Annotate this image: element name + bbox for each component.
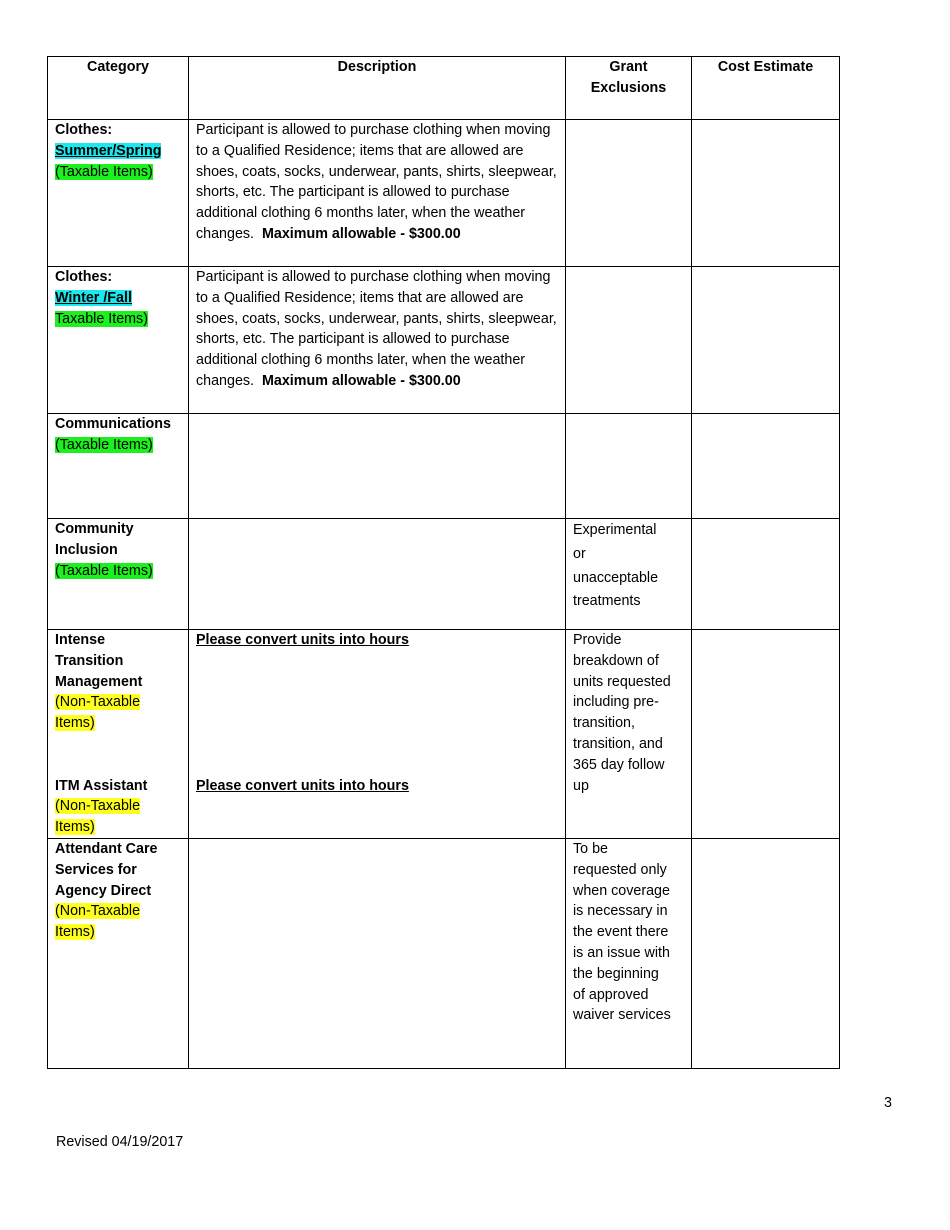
cost-estimate-cell	[692, 267, 840, 414]
description-cell	[189, 839, 566, 1069]
category-title-line3: Management	[55, 673, 143, 690]
grant-line: waiver services	[573, 1007, 671, 1024]
category-season: Winter /Fall	[55, 289, 132, 306]
sub-tax-status-label-line1: (Non-Taxable	[55, 798, 141, 815]
grant-line: including pre-	[573, 694, 659, 711]
category-title: Clothes:	[55, 269, 113, 285]
grant-line: treatments	[573, 593, 641, 610]
grant-line: transition, and	[573, 735, 663, 752]
tax-status-label-line1: (Non-Taxable	[55, 694, 141, 711]
table-row	[48, 630, 840, 839]
grant-line: when coverage	[573, 882, 670, 899]
tax-status-label-line1: (Non-Taxable	[55, 903, 141, 920]
convert-units-note: Please convert units into hours	[196, 632, 409, 648]
revision-footer: Revised 04/19/2017	[56, 1134, 184, 1150]
table-row	[48, 120, 840, 267]
grant-line: is necessary in	[573, 903, 668, 920]
cost-estimate-cell	[692, 630, 840, 839]
description-text: Participant is allowed to purchase clothing when moving to a Qualified Residence; items that are allowed are shoes, coats, socks, underwear, pants, shirts, sleepwear, shorts, etc. The participant is allowed to purchase additional clothing 6 months later, when the weather changes.	[196, 122, 557, 242]
category-title-line2: Transition	[55, 652, 124, 669]
tax-status-label: Taxable Items)	[55, 310, 148, 327]
category-title-line2: Inclusion	[55, 541, 118, 558]
description-text: Participant is allowed to purchase clothing when moving to a Qualified Residence; items that are allowed are shoes, coats, socks, underwear, pants, shirts, sleepwear, shorts, etc. The participant is allowed to purchase additional clothing 6 months later, when the weather changes.	[196, 269, 557, 389]
grant-exclusions-cell	[566, 414, 692, 519]
category-cell	[48, 839, 189, 1069]
header-grant-line1: Grant	[609, 59, 648, 75]
description-cell	[189, 630, 566, 839]
header-cost-estimate: Cost Estimate	[692, 57, 840, 120]
grant-line: the event there	[573, 924, 669, 941]
category-subtitle: ITM Assistant	[55, 777, 148, 794]
description-maximum: Maximum allowable - $300.00	[261, 225, 461, 242]
header-category: Category	[48, 57, 189, 120]
table-row	[48, 519, 840, 630]
tax-status-label: (Taxable Items)	[55, 436, 153, 453]
grant-exclusions-cell	[566, 120, 692, 267]
grant-line: of approved	[573, 986, 649, 1003]
page-number: 3	[884, 1095, 892, 1111]
grant-line: the beginning	[573, 965, 659, 982]
cost-estimate-cell	[692, 519, 840, 630]
grant-exclusions-cell	[566, 839, 692, 1069]
grant-line: breakdown of	[573, 652, 659, 669]
grant-line: Experimental	[573, 522, 657, 538]
category-cell	[48, 267, 189, 414]
grant-exclusions-cell	[566, 519, 692, 630]
grant-line: or	[573, 545, 586, 562]
category-cell	[48, 630, 189, 839]
grant-line: requested only	[573, 861, 667, 878]
header-description: Description	[189, 57, 566, 120]
grant-exclusions-cell	[566, 630, 692, 839]
category-title-line1: Community	[55, 521, 134, 537]
header-row	[48, 57, 840, 120]
description-cell	[189, 120, 566, 267]
header-grant-line2: Exclusions	[590, 79, 667, 96]
table-row	[48, 267, 840, 414]
grant-line: 365 day follow	[573, 756, 665, 773]
tax-status-label: (Taxable Items)	[55, 562, 153, 579]
tax-status-label-line2: Items)	[55, 715, 95, 732]
category-title-line2: Services for	[55, 861, 137, 878]
category-title-line1: Intense	[55, 632, 106, 648]
description-maximum: Maximum allowable - $300.00	[261, 372, 461, 389]
grant-exclusions-cell	[566, 267, 692, 414]
description-cell	[189, 267, 566, 414]
grant-line: unacceptable	[573, 569, 659, 586]
category-cell	[48, 519, 189, 630]
sub-tax-status-label-line2: Items)	[55, 819, 95, 836]
cost-estimate-cell	[692, 120, 840, 267]
header-grant-exclusions	[566, 57, 692, 120]
grant-line: units requested	[573, 673, 671, 690]
grant-line: up	[573, 777, 589, 794]
category-title-line3: Agency Direct	[55, 882, 152, 899]
convert-units-note: Please convert units into hours	[196, 777, 409, 794]
description-cell	[189, 414, 566, 519]
category-season: Summer/Spring	[55, 142, 162, 159]
grant-line: Provide	[573, 632, 622, 648]
category-cell	[48, 120, 189, 267]
services-table	[47, 56, 840, 1069]
cost-estimate-cell	[692, 839, 840, 1069]
grant-line: is an issue with	[573, 944, 670, 961]
tax-status-label-line2: Items)	[55, 924, 95, 941]
category-title-line1: Attendant Care	[55, 841, 158, 857]
category-cell	[48, 414, 189, 519]
tax-status-label: (Taxable Items)	[55, 163, 153, 180]
cost-estimate-cell	[692, 414, 840, 519]
grant-line: To be	[573, 841, 608, 857]
table-row	[48, 414, 840, 519]
category-title: Clothes:	[55, 122, 113, 138]
table-row	[48, 839, 840, 1069]
description-cell	[189, 519, 566, 630]
category-title: Communications	[55, 416, 171, 432]
grant-line: transition,	[573, 715, 635, 732]
